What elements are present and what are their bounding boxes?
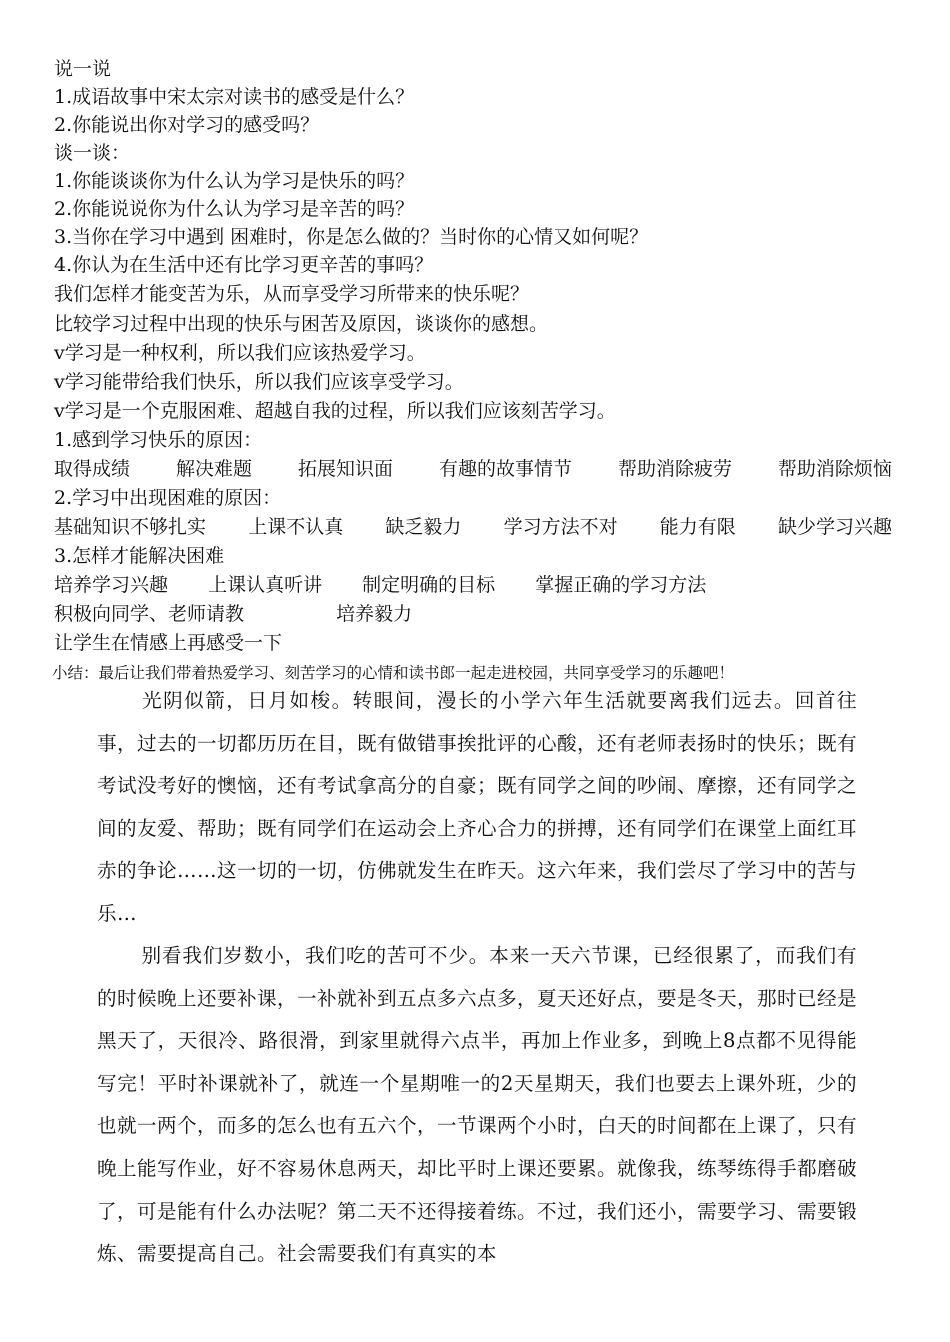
reason-item: 学习方法不对 — [503, 516, 618, 538]
question-line: 1.你能谈谈你为什么认为学习是快乐的吗？ — [54, 170, 415, 192]
essay-paragraph-1 — [97, 680, 857, 936]
question-line: 2.你能说出你对学习的感受吗？ — [54, 114, 320, 136]
solution-item: 上课认真听讲 — [208, 574, 323, 596]
essay-text: 别看我们岁数小，我们吃的苦可不少。本来一天六节课，已经很累了，而我们有的时候晚上还要补课，一补就补到五点多六点多，夏天还好点，要是冬天，那时已经是黑天了，天很冷、路很滑，到家里就得六点半，再加上作业多，到晚上8点都不见得能写完！平时补课就补了，就连一个星期唯一的2天星期天，我们也要去上课外班，少的也就一两个，而多的怎么也有五六个，一节课两个小时，白天的时间都在上课了，只有晚上能写作业，好不容易休息两天，却比平时上课还要累。就像我，练琴练得手都磨破了，可是能有什么办法呢？第二天不还得接着练。不过，我们还小，需要学习、需要锻炼、需要提高自己。社会需要我们有真实的本 — [97, 944, 857, 1266]
text-line: 比较学习过程中出现的快乐与困苦及原因，谈谈你的感想。 — [54, 313, 549, 335]
heading-say: 说一说 — [54, 58, 112, 80]
essay-text: 光阴似箭，日月如梭。转眼间，漫长的小学六年生活就要离我们远去。回首往事，过去的一切都历历在目，既有做错事挨批评的心酸，还有老师表扬时的快乐；既有考试没考好的懊恼，还有考试拿高分的自豪；既有同学之间的吵闹、摩擦，还有同学之间的友爱、帮助；既有同学们在运动会上齐心合力的拼搏，还有同学们在课堂上面红耳赤的争论……这一切的一切，仿佛就发生在昨天。这六年来，我们尝尽了学习中的苦与乐… — [97, 689, 857, 925]
reason-item: 有趣的故事情节 — [438, 458, 572, 480]
solutions-row — [54, 601, 412, 627]
bullet-line: v学习是一种权利，所以我们应该热爱学习。 — [54, 342, 426, 364]
bullet-line: v学习能带给我们快乐，所以我们应该享受学习。 — [54, 371, 464, 393]
essay-paragraph-2 — [97, 935, 857, 1276]
solutions-row — [54, 572, 740, 598]
reason-item: 解决难题 — [175, 458, 252, 480]
reason-item: 缺乏毅力 — [385, 516, 462, 538]
text-line: 我们怎样才能变苦为乐，从而享受学习所带来的快乐呢？ — [54, 283, 530, 305]
summary-line: 小结：最后让我们带着热爱学习、刻苦学习的心情和读书郎一起走进校园，共同享受学习的乐趣吧！ — [52, 664, 735, 682]
text-line: 3.怎样才能解决困难 — [54, 545, 225, 567]
question-line: 4.你认为在生活中还有比学习更辛苦的事吗？ — [54, 254, 434, 276]
reason-item: 拓展知识面 — [297, 458, 393, 480]
reason-item: 基础知识不够扎实 — [54, 516, 207, 538]
reason-item: 能力有限 — [659, 516, 736, 538]
reasons-difficult-row — [54, 514, 892, 540]
solution-item: 制定明确的目标 — [362, 574, 496, 596]
solution-item: 培养学习兴趣 — [54, 574, 169, 596]
reason-item: 上课不认真 — [248, 516, 344, 538]
reason-item: 取得成绩 — [54, 458, 131, 480]
question-line: 2.你能说说你为什么认为学习是辛苦的吗？ — [54, 198, 415, 220]
question-line: 1.成语故事中宋太宗对读书的感受是什么？ — [54, 86, 415, 108]
solution-item: 培养毅力 — [336, 603, 413, 625]
reason-item: 帮助消除烦恼 — [777, 458, 892, 480]
text-line: 2.学习中出现困难的原因： — [54, 487, 282, 509]
reason-item: 帮助消除疲劳 — [617, 458, 732, 480]
text-line: 让学生在情感上再感受一下 — [54, 632, 283, 654]
solution-item: 积极向同学、老师请教 — [54, 603, 245, 625]
reasons-happy-row — [54, 456, 892, 482]
heading-talk: 谈一谈： — [54, 142, 131, 164]
solution-item: 掌握正确的学习方法 — [535, 574, 707, 596]
reason-item: 缺少学习兴趣 — [777, 516, 892, 538]
question-line: 3.当你在学习中遇到 困难时，你是怎么做的？当时你的心情又如何呢？ — [54, 226, 649, 248]
text-line: 1.感到学习快乐的原因： — [54, 429, 263, 451]
bullet-line: v学习是一个克服困难、超越自我的过程，所以我们应该刻苦学习。 — [54, 400, 616, 422]
